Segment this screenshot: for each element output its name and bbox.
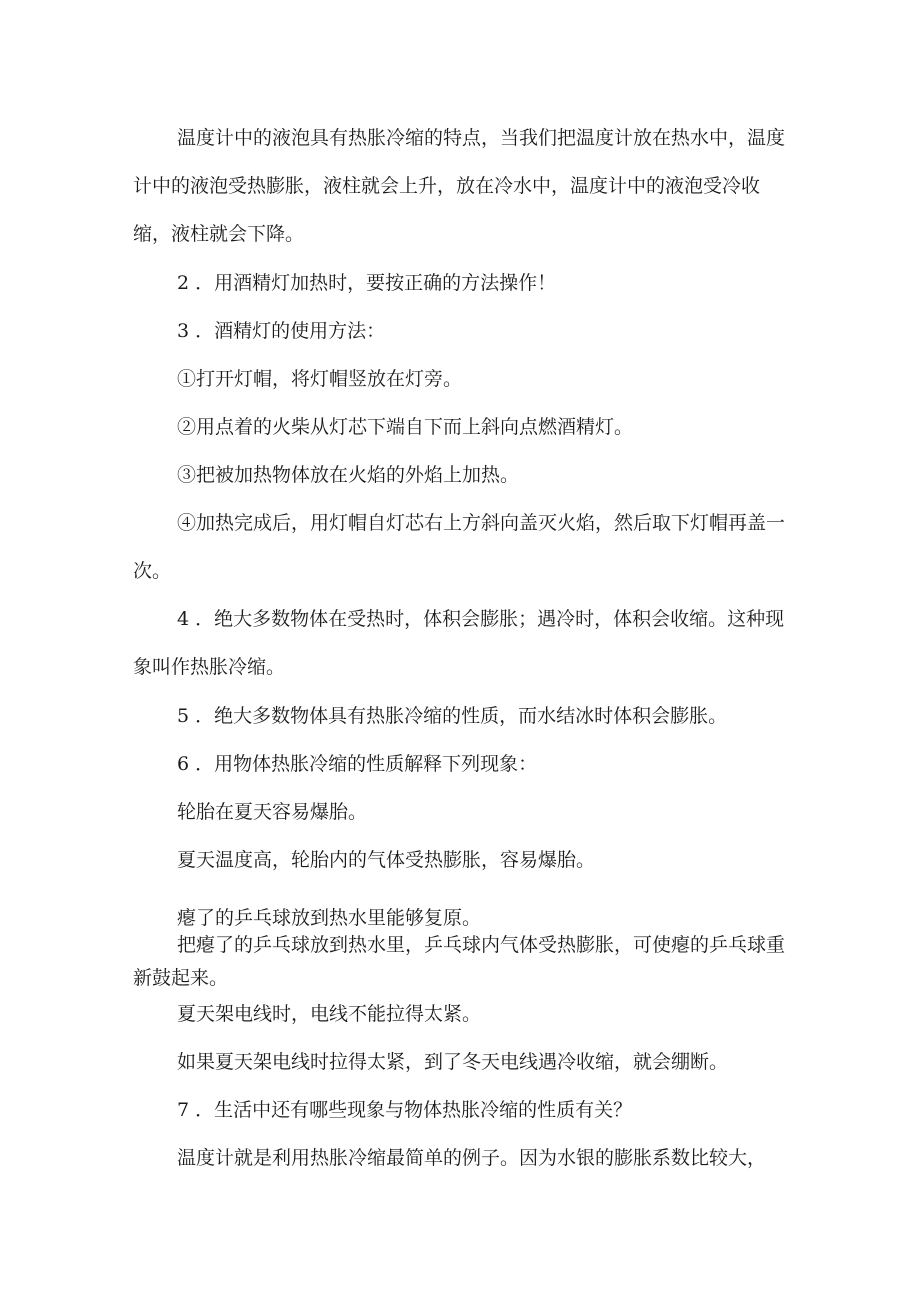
- paragraph-item-2: 2 ．用酒精灯加热时，要按正确的方法操作！: [177, 272, 557, 294]
- paragraph-step-1: ①打开灯帽，将灯帽竖放在灯旁。: [177, 368, 463, 390]
- paragraph-tire-answer: 夏天温度高，轮胎内的气体受热膨胀，容易爆胎。: [177, 849, 596, 871]
- paragraph-thermometer-bulb: 温度计中的液泡具有热胀冷缩的特点，当我们把温度计放在热水中，温度计中的液泡受热膨胀，液柱就会上升，放在冷水中，温度计中的液泡受冷收缩，液柱就会下降。: [133, 127, 786, 245]
- paragraph-item-6: 6 ．用物体热胀冷缩的性质解释下列现象：: [177, 753, 538, 775]
- paragraph-step-3: ③把被加热物体放在火焰的外焰上加热。: [177, 464, 520, 486]
- paragraph-thermometer-example: 温度计就是利用热胀冷缩最简单的例子。因为水银的膨胀系数比较大，: [177, 1147, 767, 1169]
- paragraph-wire-question: 夏天架电线时，电线不能拉得太紧。: [177, 1003, 482, 1025]
- paragraph-item-3: 3 ．酒精灯的使用方法：: [177, 320, 386, 342]
- paragraph-step-4: ④加热完成后，用灯帽自灯芯右上方斜向盖灭火焰，然后取下灯帽再盖一次。: [133, 512, 786, 582]
- paragraph-pingpong-answer: 把瘪了的乒乓球放到热水里，乒乓球内气体受热膨胀，可使瘪的乒乓球重新鼓起来。: [133, 934, 786, 989]
- paragraph-item-4: 4 ．绝大多数物体在受热时，体积会膨胀；遇冷时，体积会收缩。这种现象叫作热胀冷缩。: [133, 608, 785, 678]
- paragraph-tire-question: 轮胎在夏天容易爆胎。: [177, 801, 368, 823]
- paragraph-item-7: 7 ．生活中还有哪些现象与物体热胀冷缩的性质有关？: [177, 1099, 633, 1121]
- paragraph-step-2: ②用点着的火柴从灯芯下端自下而上斜向点燃酒精灯。: [177, 416, 634, 438]
- paragraph-item-5: 5 ．绝大多数物体具有热胀冷缩的性质，而水结冰时体积会膨胀。: [177, 705, 728, 727]
- paragraph-wire-answer: 如果夏天架电线时拉得太紧，到了冬天电线遇冷收缩，就会绷断。: [177, 1051, 729, 1073]
- paragraph-pingpong-question: 瘪了的乒乓球放到热水里能够复原。: [177, 907, 482, 929]
